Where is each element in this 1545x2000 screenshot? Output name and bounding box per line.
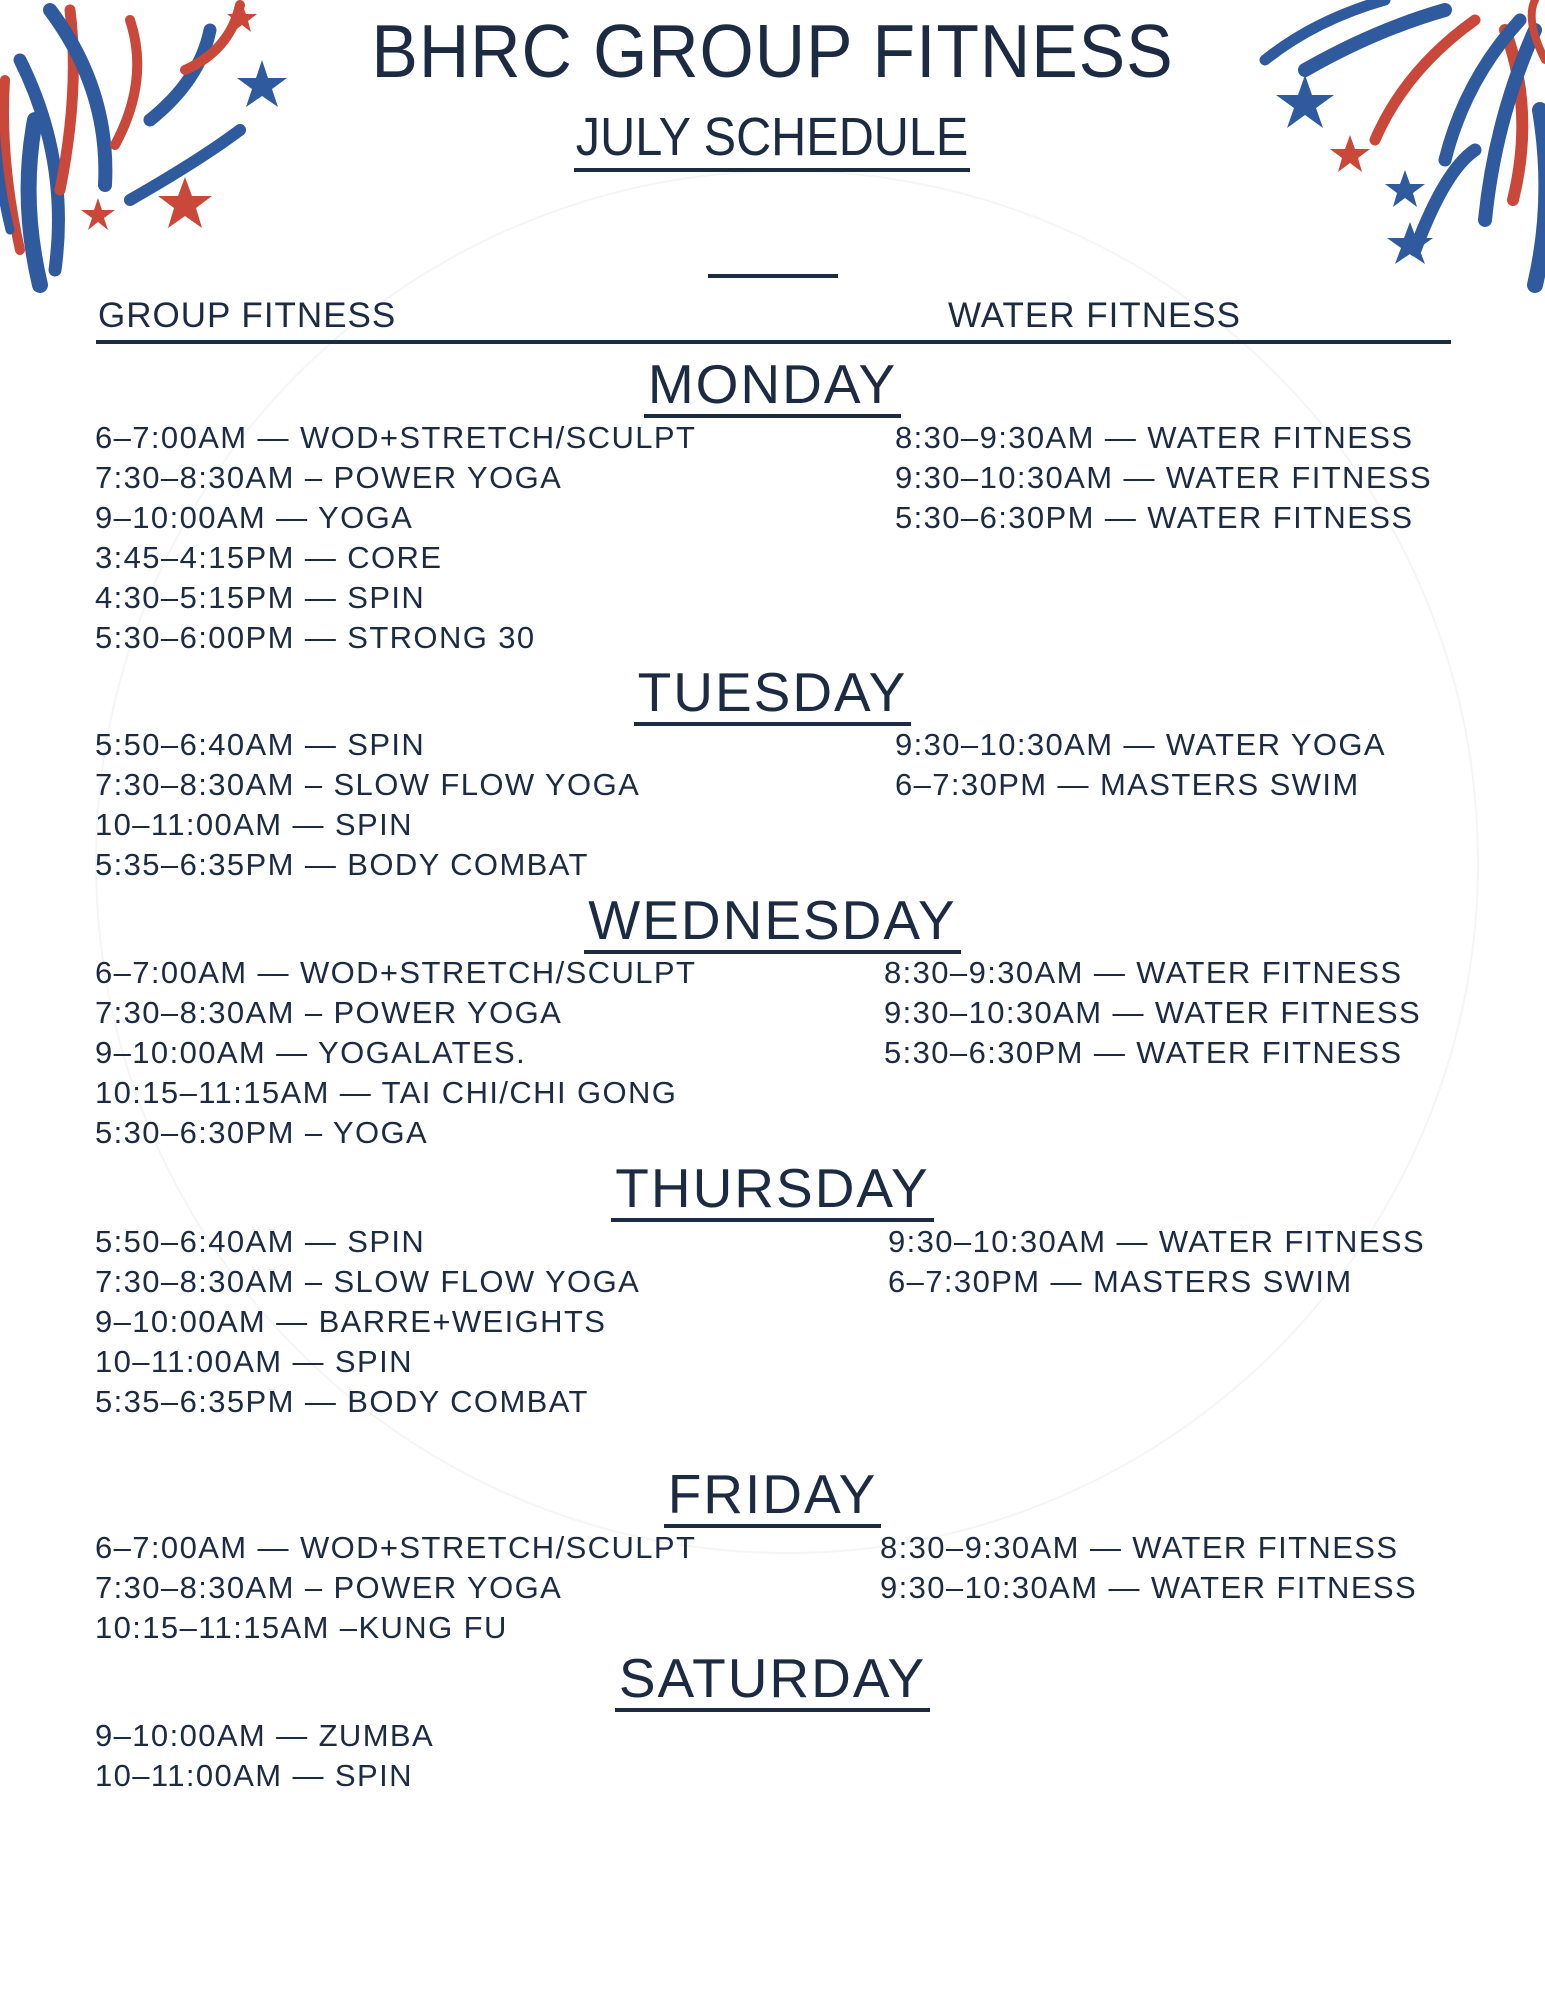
class-item: 10:15–11:15AM — TAI CHI/CHI GONG (95, 1075, 678, 1110)
saturday-group-list (95, 1716, 434, 1796)
class-item: 5:35–6:35PM — BODY COMBAT (95, 847, 589, 882)
class-item: 9–10:00AM — ZUMBA (95, 1718, 435, 1753)
friday-water-list (880, 1528, 1417, 1608)
class-item: 9–10:00AM — YOGA (95, 500, 414, 535)
day-heading-tuesday (0, 660, 1545, 726)
class-item: 4:30–5:15PM — SPIN (95, 580, 426, 615)
column-headers (96, 296, 1451, 344)
class-item: 9:30–10:30AM — WATER FITNESS (888, 1224, 1426, 1259)
day-heading-text: WEDNESDAY (584, 892, 960, 954)
thursday-water-list (888, 1222, 1425, 1302)
class-item: 6–7:00AM — WOD+STRETCH/SCULPT (95, 1530, 697, 1565)
class-item: 3:45–4:15PM — CORE (95, 540, 443, 575)
day-heading-wednesday (0, 888, 1545, 954)
class-item: 5:30–6:30PM — WATER FITNESS (895, 500, 1414, 535)
class-item: 7:30–8:30AM – SLOW FLOW YOGA (95, 767, 641, 802)
class-item: 7:30–8:30AM – POWER YOGA (95, 1570, 563, 1605)
day-heading-text: THURSDAY (611, 1160, 933, 1222)
class-item: 9:30–10:30AM — WATER FITNESS (895, 460, 1433, 495)
class-item: 5:30–6:00PM — STRONG 30 (95, 620, 536, 655)
class-item: 5:50–6:40AM — SPIN (95, 727, 426, 762)
class-item: 9–10:00AM — YOGALATES. (95, 1035, 527, 1070)
class-item: 7:30–8:30AM – SLOW FLOW YOGA (95, 1264, 641, 1299)
class-item: 9:30–10:30AM — WATER FITNESS (880, 1570, 1418, 1605)
title-divider (708, 274, 838, 278)
monday-group-list (95, 418, 696, 658)
tuesday-water-list (895, 725, 1386, 805)
class-item: 9–10:00AM — BARRE+WEIGHTS (95, 1304, 607, 1339)
day-heading-text: MONDAY (644, 356, 901, 418)
day-heading-friday (0, 1462, 1545, 1528)
class-item: 6–7:00AM — WOD+STRETCH/SCULPT (95, 955, 697, 990)
class-item: 7:30–8:30AM – POWER YOGA (95, 460, 563, 495)
monday-water-list (895, 418, 1432, 538)
page-subtitle-text: JULY SCHEDULE (574, 106, 970, 172)
class-item: 6–7:00AM — WOD+STRETCH/SCULPT (95, 420, 697, 455)
class-item: 6–7:30PM — MASTERS SWIM (888, 1264, 1353, 1299)
class-item: 10:15–11:15AM –KUNG FU (95, 1610, 508, 1645)
page-subtitle (0, 106, 1545, 172)
day-heading-text: TUESDAY (634, 664, 912, 726)
page-title: BHRC GROUP FITNESS (371, 9, 1174, 93)
class-item: 10–11:00AM — SPIN (95, 1344, 413, 1379)
class-item: 9:30–10:30AM — WATER FITNESS (884, 995, 1422, 1030)
class-item: 5:30–6:30PM – YOGA (95, 1115, 429, 1150)
class-item: 8:30–9:30AM — WATER FITNESS (884, 955, 1403, 990)
tuesday-group-list (95, 725, 640, 885)
class-item: 5:50–6:40AM — SPIN (95, 1224, 426, 1259)
day-heading-text: FRIDAY (664, 1466, 882, 1528)
class-item: 7:30–8:30AM – POWER YOGA (95, 995, 563, 1030)
wednesday-group-list (95, 953, 696, 1153)
wednesday-water-list (884, 953, 1421, 1073)
friday-group-list (95, 1528, 696, 1648)
class-item: 10–11:00AM — SPIN (95, 1758, 413, 1793)
class-item: 10–11:00AM — SPIN (95, 807, 413, 842)
day-heading-text: SATURDAY (615, 1650, 930, 1712)
class-item: 8:30–9:30AM — WATER FITNESS (880, 1530, 1399, 1565)
column-header-water: WATER FITNESS (948, 296, 1241, 335)
day-heading-thursday (0, 1156, 1545, 1222)
class-item: 5:30–6:30PM — WATER FITNESS (884, 1035, 1403, 1070)
class-item: 6–7:30PM — MASTERS SWIM (895, 767, 1360, 802)
day-heading-saturday (0, 1646, 1545, 1712)
class-item: 5:35–6:35PM — BODY COMBAT (95, 1384, 589, 1419)
column-header-group: GROUP FITNESS (98, 296, 397, 335)
thursday-group-list (95, 1222, 640, 1422)
class-item: 9:30–10:30AM — WATER YOGA (895, 727, 1386, 762)
class-item: 8:30–9:30AM — WATER FITNESS (895, 420, 1414, 455)
day-heading-monday (0, 352, 1545, 418)
